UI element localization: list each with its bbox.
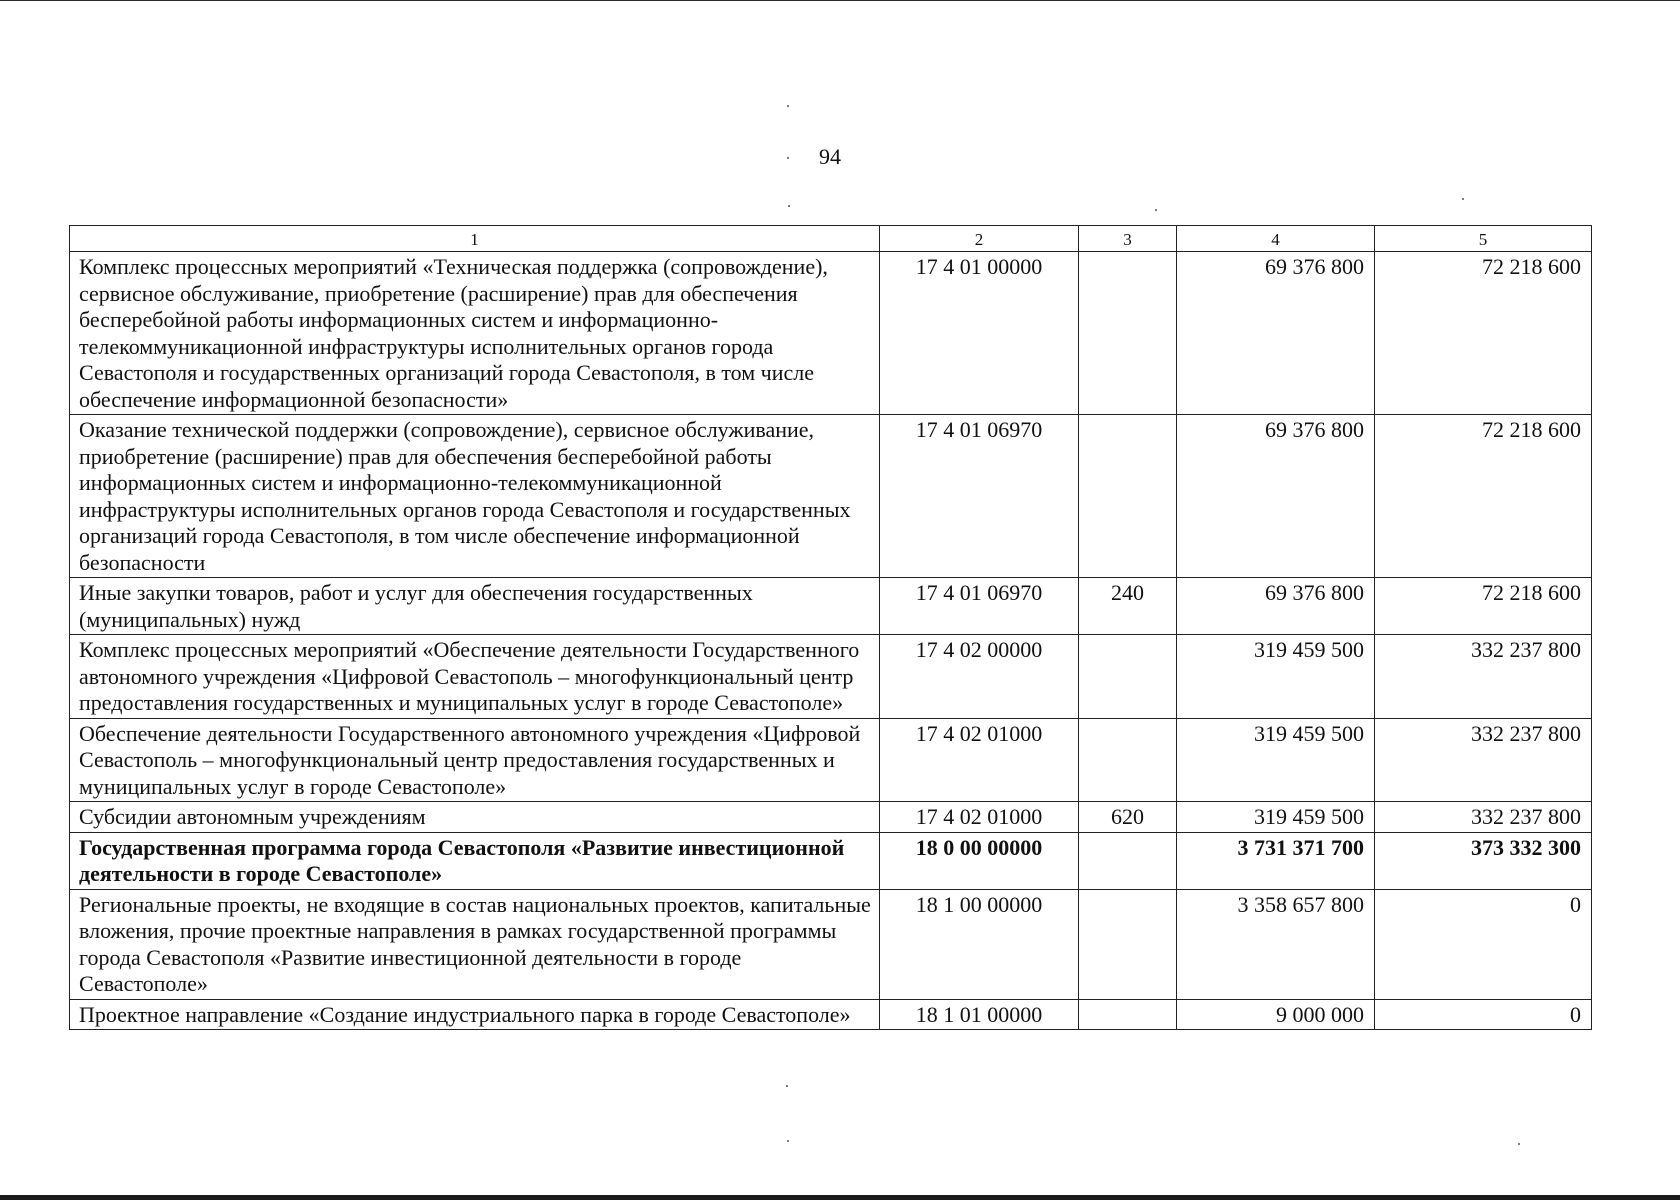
table-row (70, 802, 1592, 833)
row-type-cell (1079, 635, 1177, 719)
row-value-4-cell: 3 358 657 800 (1177, 889, 1375, 999)
table-row (70, 252, 1592, 415)
column-header: 4 (1177, 226, 1375, 252)
row-value-4-cell: 9 000 000 (1177, 999, 1375, 1030)
row-value-4-cell: 3 731 371 700 (1177, 832, 1375, 889)
row-code-cell: 17 4 02 01000 (880, 802, 1079, 833)
row-code-cell: 18 1 01 00000 (880, 999, 1079, 1030)
table-row (70, 635, 1592, 719)
row-value-4-cell: 319 459 500 (1177, 718, 1375, 802)
row-type-cell (1079, 889, 1177, 999)
row-value-5-cell: 0 (1375, 889, 1592, 999)
scan-speck (787, 1140, 789, 1142)
row-type-cell (1079, 832, 1177, 889)
scan-speck (786, 1085, 788, 1087)
row-value-4-cell: 69 376 800 (1177, 415, 1375, 578)
row-code-cell: 17 4 02 00000 (880, 635, 1079, 719)
scan-bottom-edge (0, 1195, 1680, 1200)
scan-speck (1518, 1143, 1520, 1145)
row-value-4-cell: 69 376 800 (1177, 578, 1375, 635)
row-code-cell: 18 0 00 00000 (880, 832, 1079, 889)
row-name-cell: Проектное направление «Создание индустриального парка в городе Севастополе» (70, 999, 880, 1030)
scan-speck (788, 205, 790, 207)
row-value-5-cell: 332 237 800 (1375, 802, 1592, 833)
row-name-cell: Региональные проекты, не входящие в состав национальных проектов, капитальные вложения, прочие проектные направления в рамках государственной программы города Севастополя «Развитие инвестиционной деятельности в городе Севастополе» (70, 889, 880, 999)
row-value-5-cell: 332 237 800 (1375, 718, 1592, 802)
table-header-row (70, 226, 1592, 252)
row-name-cell: Комплекс процессных мероприятий «Техническая поддержка (сопровождение), сервисное обслуживание, приобретение (расширение) прав для обеспечения бесперебойной работы информационных систем и информационно-телекоммуникационной инфраструктуры исполнительных органов города Севастополя и государственных организаций города Севастополя, в том числе обеспечение информационной безопасности» (70, 252, 880, 415)
row-value-5-cell: 373 332 300 (1375, 832, 1592, 889)
row-code-cell: 17 4 02 01000 (880, 718, 1079, 802)
table-row (70, 578, 1592, 635)
column-header: 2 (880, 226, 1079, 252)
column-header: 5 (1375, 226, 1592, 252)
row-value-4-cell: 69 376 800 (1177, 252, 1375, 415)
row-code-cell: 17 4 01 00000 (880, 252, 1079, 415)
row-code-cell: 18 1 00 00000 (880, 889, 1079, 999)
row-name-cell: Обеспечение деятельности Государственного автономного учреждения «Цифровой Севастополь – многофункциональный центр предоставления государственных и муниципальных услуг в городе Севастополе» (70, 718, 880, 802)
row-code-cell: 17 4 01 06970 (880, 578, 1079, 635)
table-row (70, 415, 1592, 578)
row-type-cell (1079, 252, 1177, 415)
row-type-cell (1079, 999, 1177, 1030)
row-type-cell: 240 (1079, 578, 1177, 635)
row-name-cell: Иные закупки товаров, работ и услуг для обеспечения государственных (муниципальных) нужд (70, 578, 880, 635)
row-value-5-cell: 72 218 600 (1375, 415, 1592, 578)
budget-table (69, 225, 1592, 1030)
row-type-cell (1079, 415, 1177, 578)
row-value-4-cell: 319 459 500 (1177, 635, 1375, 719)
table-row-program-total (70, 832, 1592, 889)
row-value-5-cell: 0 (1375, 999, 1592, 1030)
row-value-5-cell: 332 237 800 (1375, 635, 1592, 719)
row-name-cell: Субсидии автономным учреждениям (70, 802, 880, 833)
row-type-cell (1079, 718, 1177, 802)
table-row (70, 889, 1592, 999)
row-name-cell: Комплекс процессных мероприятий «Обеспечение деятельности Государственного автономного учреждения «Цифровой Севастополь – многофункциональный центр предоставления государственных и муниципальных услуг в городе Севастополе» (70, 635, 880, 719)
scan-top-edge (0, 0, 1680, 1)
table-row (70, 718, 1592, 802)
row-type-cell: 620 (1079, 802, 1177, 833)
table-row (70, 999, 1592, 1030)
scan-speck (1155, 209, 1157, 211)
row-value-5-cell: 72 218 600 (1375, 252, 1592, 415)
scan-speck (787, 105, 789, 107)
column-header: 3 (1079, 226, 1177, 252)
column-header: 1 (70, 226, 880, 252)
row-code-cell: 17 4 01 06970 (880, 415, 1079, 578)
page-number: 94 (819, 144, 841, 169)
row-name-cell: Оказание технической поддержки (сопровождение), сервисное обслуживание, приобретение (расширение) прав для обеспечения бесперебойной работы информационных систем и информационно-телекоммуникационной инфраструктуры исполнительных органов города Севастополя и государственных организаций города Севастополя, в том числе обеспечение информационной безопасности (70, 415, 880, 578)
row-value-4-cell: 319 459 500 (1177, 802, 1375, 833)
row-value-5-cell: 72 218 600 (1375, 578, 1592, 635)
scan-speck (1462, 198, 1464, 200)
row-name-cell: Государственная программа города Севастополя «Развитие инвестиционной деятельности в городе Севастополе» (70, 832, 880, 889)
